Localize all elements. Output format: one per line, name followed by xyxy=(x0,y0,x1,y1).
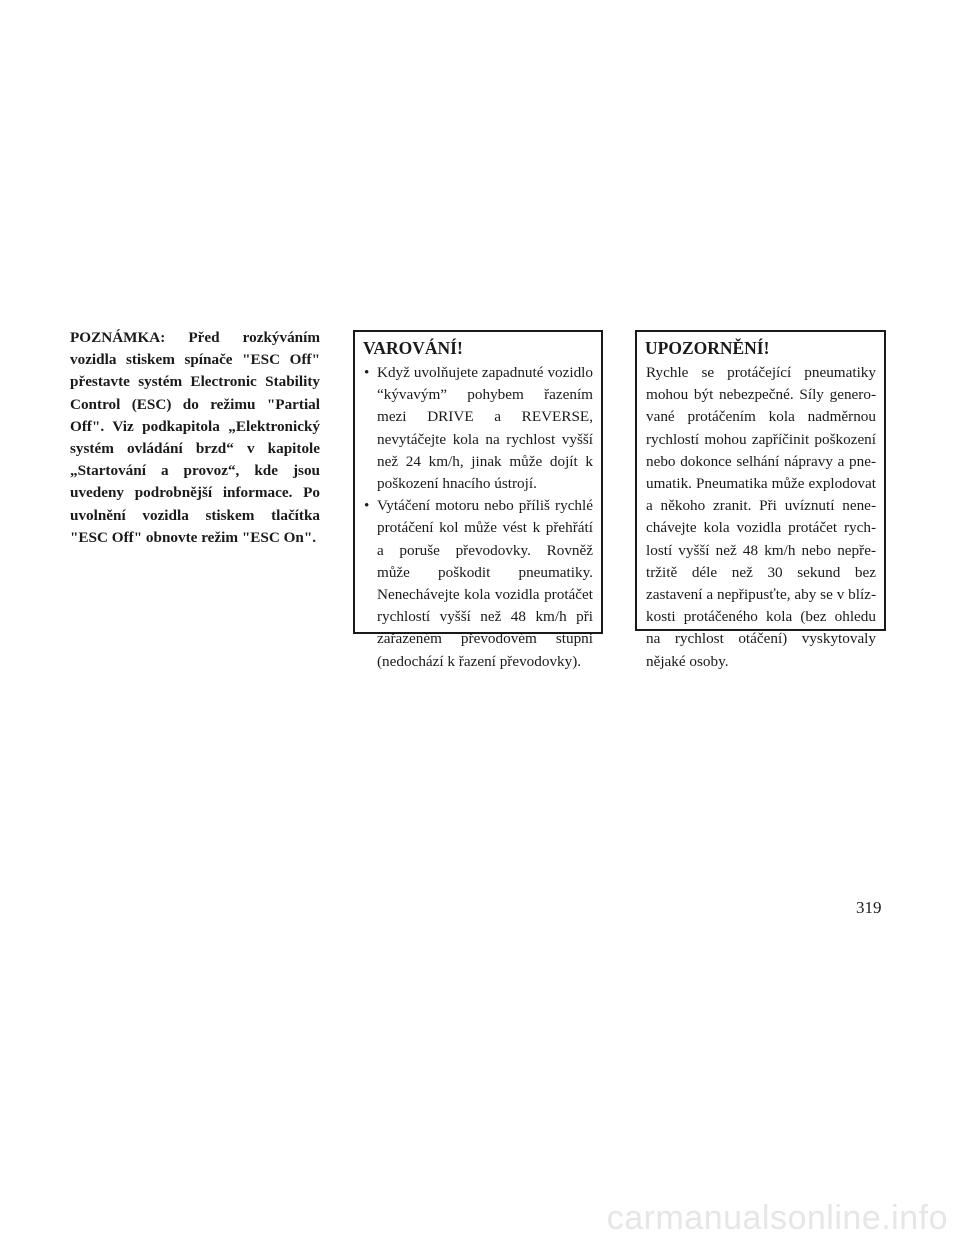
warning-item: • Když uvolňujete zapadnuté vozidlo “kývavým” pohybem řazením mezi DRIVE a REVERSE, nevytáčejte kola na rychlost vyšší než 24 km/h, jinak může dojít k poškození hnacího ústrojí. xyxy=(364,362,593,495)
watermark-text: carmanualsonline.info xyxy=(606,1199,948,1237)
watermark-footer xyxy=(0,1196,960,1242)
warning-title: VAROVÁNÍ! xyxy=(363,338,463,358)
warning-box xyxy=(353,330,603,670)
note-paragraph: POZNÁMKA: Před rozkýváním vozidla stiskem spínače "ESC Off" přestavte systém Electronic Stability Control (ESC) do režimu "Partial Off". Viz podkapitola „Elektronický systém ovládání brzd“ v kapitole „Startování a provoz“, kde jsou uvedeny podrobnější informace. Po uvolnění vozidla stiskem tlačítka "ESC Off" obnovte režim "ESC On". xyxy=(70,329,320,546)
caution-box xyxy=(635,330,886,670)
caution-title: UPOZORNĚNÍ! xyxy=(645,338,770,358)
caution-body: Rychle se protáčející pneumatiky mohou být nebezpečné. Síly generované protáčením kola nadměrnou rychlostí mohou zapříčinit poškození nebo dokonce selhání nápravy a pneumatik. Pneumatika může explodovat a někoho zranit. Při uvíznutí nenechávejte kola vozidla protáčet rychlostí vyšší než 48 km/h nebo nepřetržitě déle než 30 sekund bez zastavení a nepřipusťte, aby se v blízkosti protáčeného kola (bez ohledu na rychlost otáčení) vyskytovaly nějaké osoby. xyxy=(646,364,876,670)
warning-item: • Vytáčení motoru nebo příliš rychlé protáčení kol může vést k přehřátí a poruše převodovky. Rovněž může poškodit pneumatiky. Nenechávejte kola vozidla protáčet rychlostí vyšší než 48 km/h při zařazeném převodovém stupni (nedochází k řazení převodovky). xyxy=(364,495,593,673)
warning-list xyxy=(364,362,593,673)
page-number: 319 xyxy=(856,898,882,917)
